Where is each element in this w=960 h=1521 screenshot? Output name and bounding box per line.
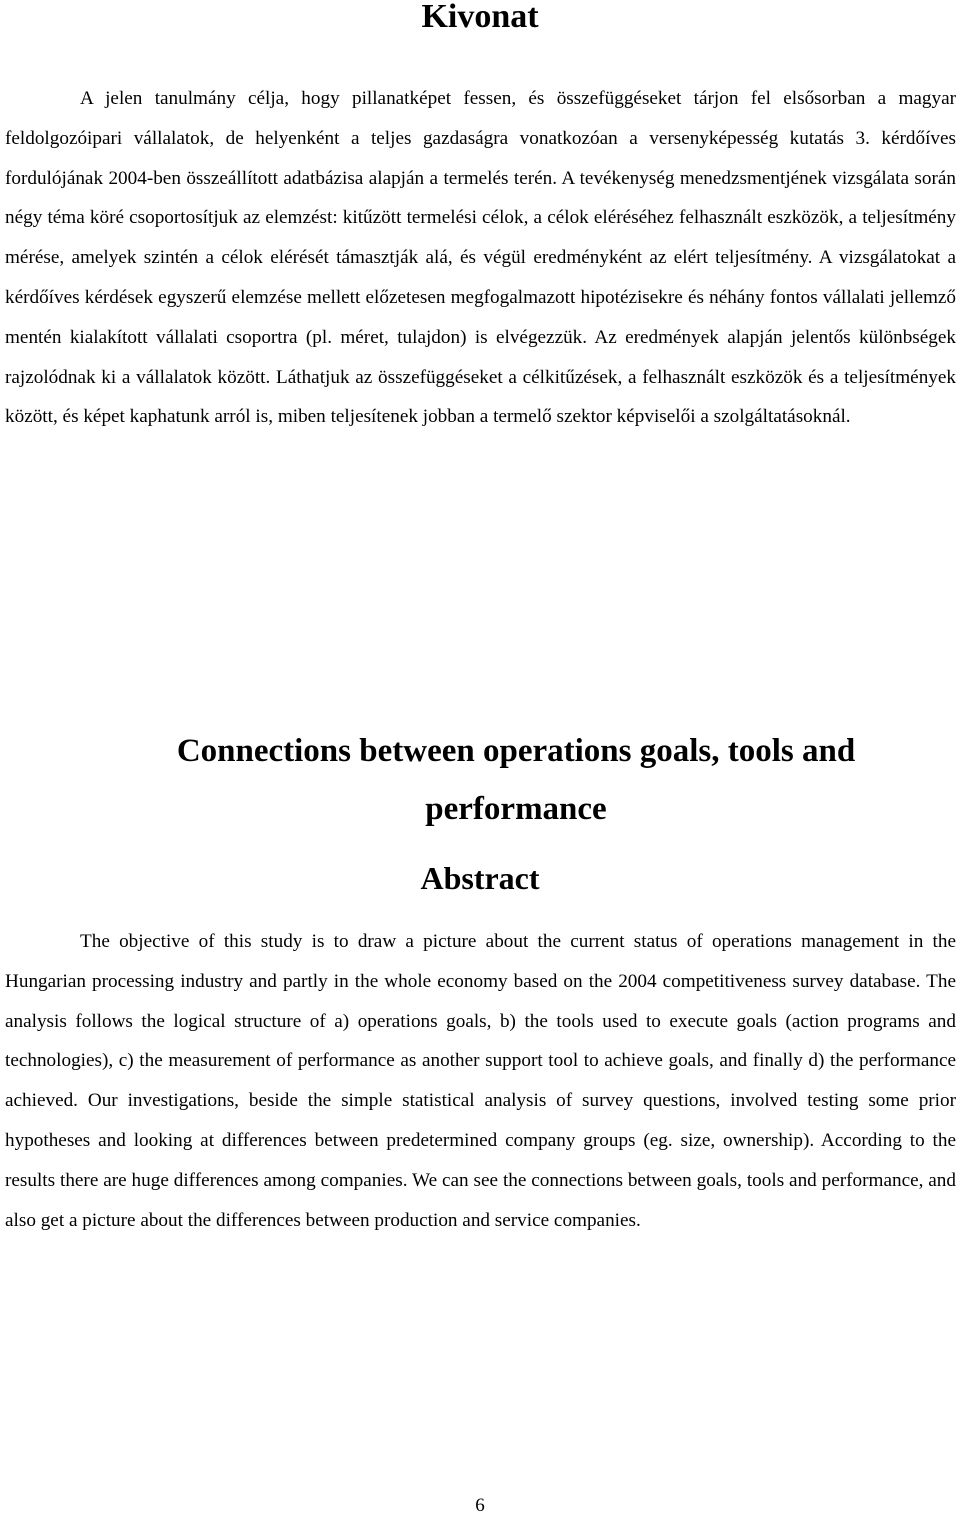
- abstract-paragraph: The objective of this study is to draw a picture about the current status of operations management in the Hungarian processing industry and partly in the whole economy based on the 2004 competitiveness survey database. The analysis follows the logical structure of a) operations goals, b) the tools used to execute goals (action programs and technologies), c) the measurement of performance as another support tool to achieve goals, and finally d) the performance achieved. Our investigations, beside the simple statistical analysis of survey questions, involved testing some prior hypotheses and looking at differences between predetermined company groups (eg. size, ownership). According to the results there are huge differences among companies. We can see the connections between goals, tools and performance, and also get a picture about the differences between production and service companies.: [5, 931, 956, 1231]
- kivonat-paragraph: A jelen tanulmány célja, hogy pillanatképet fessen, és összefüggéseket tárjon fel elsősorban a magyar feldolgozóipari vállalatok, de helyenként a teljes gazdaságra vonatkozóan a versenyképesség kutatás 3. kérdőíves fordulójának 2004-ben összeállított adatbázisa alapján a termelés terén. A tevékenység menedzsmentjének vizsgálata során négy téma köré csoportosítjuk az elemzést: kitűzött termelési célok, a célok eléréséhez felhasznált eszközök, a teljesítmény mérése, amelyek szintén a célok elérését támasztják alá, és végül eredményként az elért teljesítmény. A vizsgálatokat a kérdőíves kérdések egyszerű elemzése mellett előzetesen megfogalmazott hipotézisekre és néhány fontos vállalati jellemző mentén kialakított vállalati csoportra (pl. méret, tulajdon) is elvégezzük. Az eredmények alapján jelentős különbségek rajzolódnak ki a vállalatok között. Láthatjuk az összefüggéseket a célkitűzések, a felhasznált eszközök és a teljesítmények között, és képet kaphatunk arról is, miben teljesítenek jobban a termelő szektor képviselői a szolgáltatásoknál.: [5, 88, 956, 428]
- english-title: Connections between operations goals, tools and performance: [176, 733, 856, 827]
- kivonat-heading: Kivonat: [421, 0, 539, 35]
- page-number: 6: [475, 1495, 485, 1516]
- abstract-heading: Abstract: [420, 860, 540, 896]
